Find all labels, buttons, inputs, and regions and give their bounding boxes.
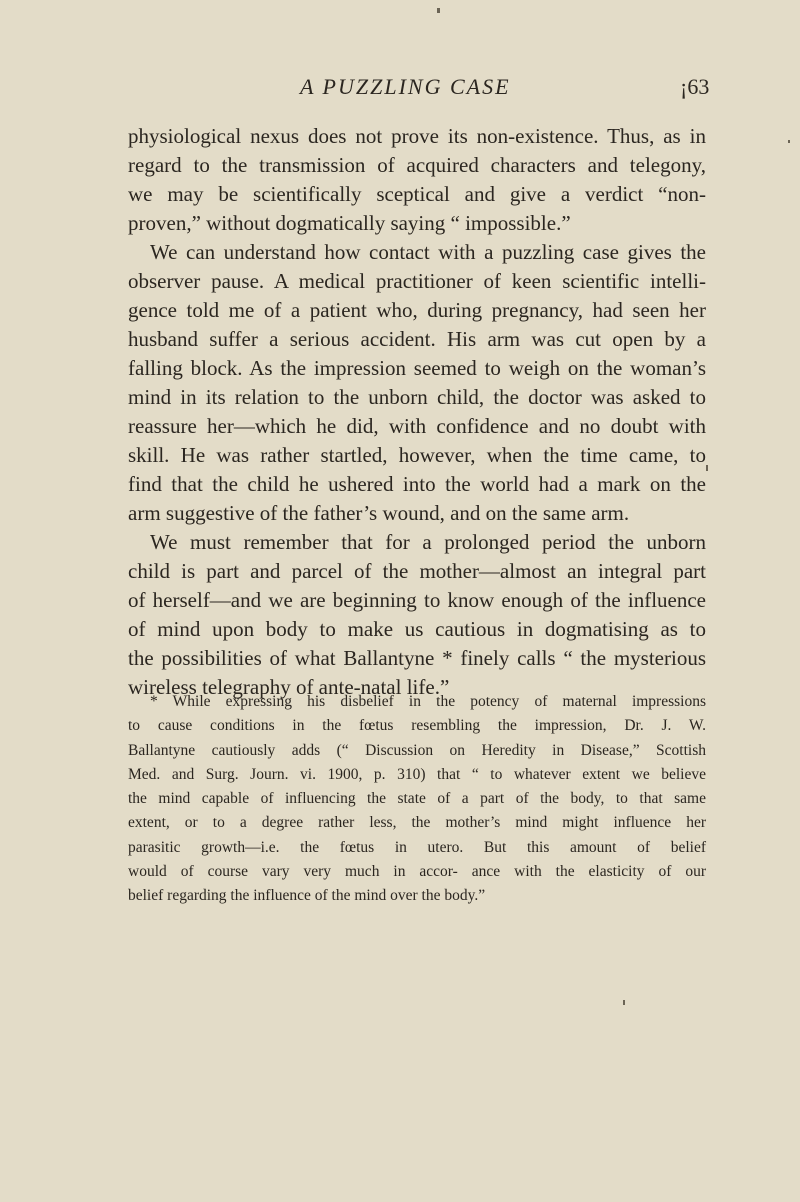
body-line: reassure her—which he did, with confidence and no doubt with [128,414,706,438]
page-number: ¡63 [680,74,710,99]
print-speck [437,8,440,13]
body-line: skill. He was rather startled, however, when the time came, to [128,443,706,467]
running-head [0,74,800,108]
body-line: child is part and parcel of the mother—almost an integral part [128,559,706,583]
footnote-line: the mind capable of influencing the state of a part of the body, to that same [128,790,706,808]
running-head-title: A PUZZLING CASE [300,74,511,99]
body-line: regard to the transmission of acquired characters and telegony, [128,153,706,177]
body-line: husband suffer a serious accident. His arm was cut open by a [128,327,706,351]
body-line: we may be scientifically sceptical and give a verdict “non- [128,182,706,206]
footnote-line: Med. and Surg. Journ. vi. 1900, p. 310) that “ to whatever extent we believe [128,765,706,783]
body-line: wireless telegraphy of ante-natal life.” [128,675,450,699]
body-line: find that the child he ushered into the world had a mark on the [128,472,706,496]
body-line: mind in its relation to the unborn child, the doctor was asked to [128,385,706,409]
body-line: of mind upon body to make us cautious in dogmatising as to [128,617,706,641]
footnote-line: would of course vary very much in accor- ance with the elasticity of our [128,863,706,881]
footnote [128,690,706,909]
print-speck [706,465,708,471]
body-line: observer pause. A medical practitioner of keen scientific intelli- [128,269,706,293]
body-line: the possibilities of what Ballantyne * finely calls “ the mysterious [128,646,706,670]
footnote-line: belief regarding the influence of the mind over the body.” [128,887,486,905]
footnote-line: * While expressing his disbelief in the potency of maternal impressions [150,693,706,710]
print-speck [788,140,790,143]
body-text [128,122,706,702]
body-line: gence told me of a patient who, during pregnancy, had seen her [128,298,706,322]
body-line: proven,” without dogmatically saying “ impossible.” [128,211,571,235]
body-line: of herself—and we are beginning to know enough of the influence [128,588,706,612]
body-line: arm suggestive of the father’s wound, and on the same arm. [128,501,630,525]
body-line: We can understand how contact with a puzzling case gives the [150,240,706,264]
body-line: falling block. As the impression seemed to weigh on the woman’s [128,356,706,380]
footnote-line: parasitic growth—i.e. the fœtus in utero. But this amount of belief [128,838,706,856]
body-line: physiological nexus does not prove its non-existence. Thus, as in [128,124,706,148]
print-speck [623,1000,625,1005]
footnote-line: to cause conditions in the fœtus resembling the impression, Dr. J. W. [128,717,706,735]
body-line: We must remember that for a prolonged period the unborn [150,530,706,554]
footnote-line: extent, or to a degree rather less, the mother’s mind might influence her [128,814,706,832]
footnote-line: Ballantyne cautiously adds (“ Discussion on Heredity in Disease,” Scottish [128,741,706,759]
